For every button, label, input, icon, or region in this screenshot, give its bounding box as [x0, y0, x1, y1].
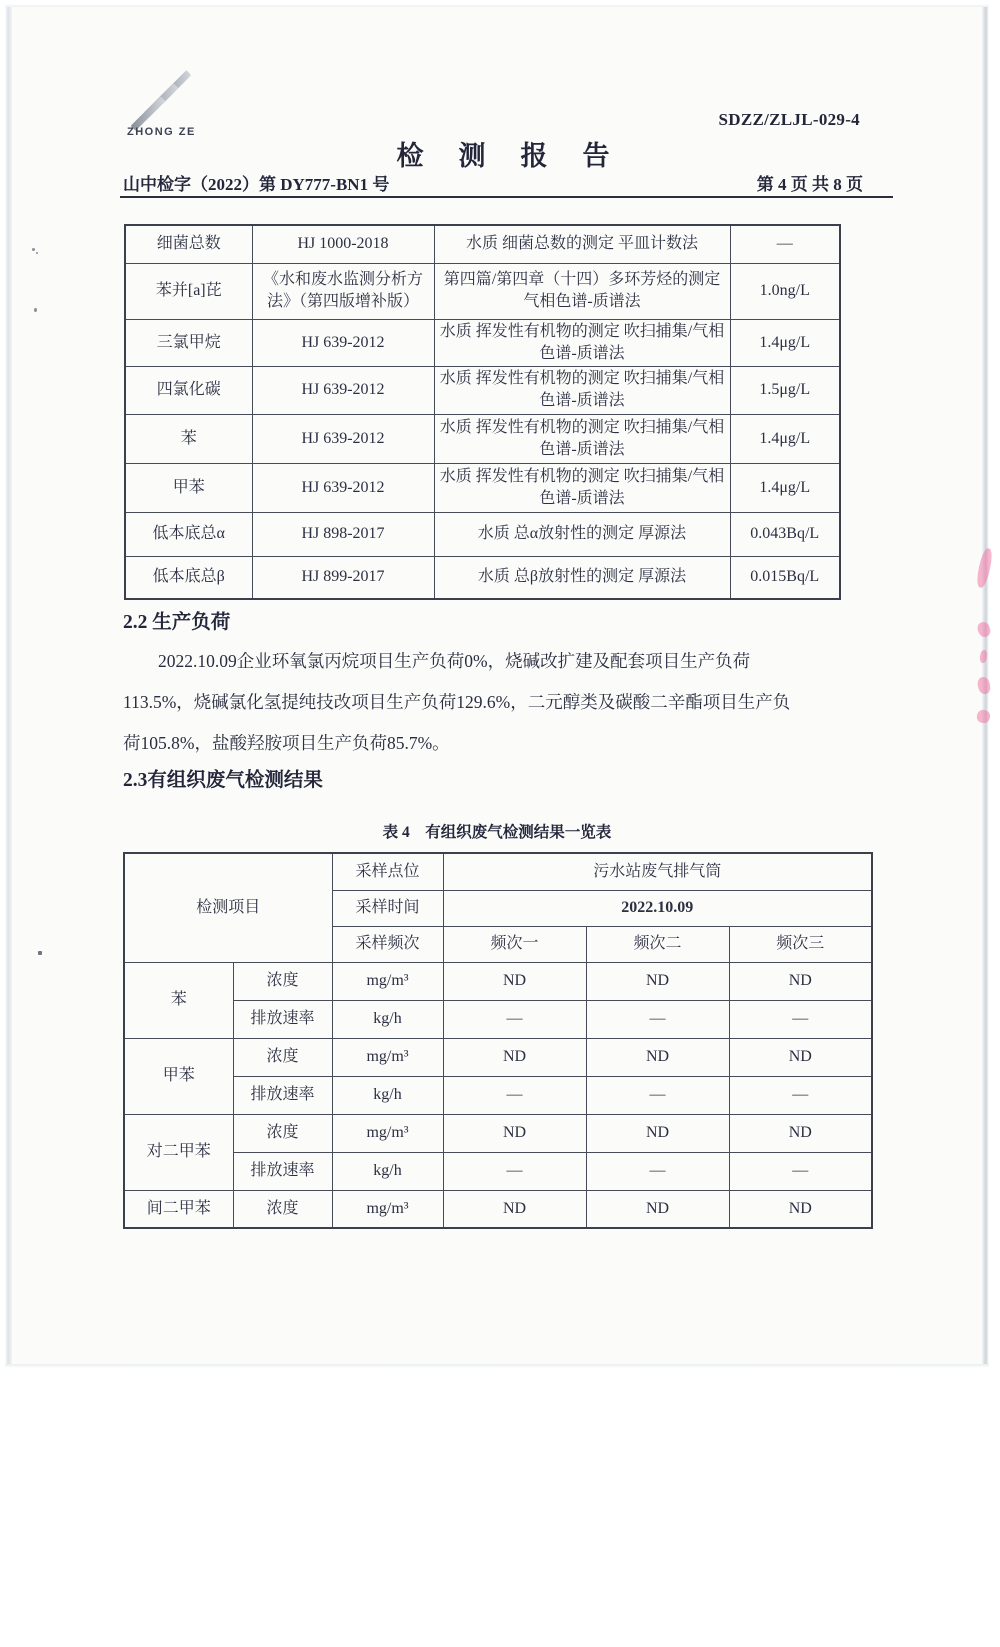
unit-cell: kg/h: [332, 1152, 443, 1190]
sampling-time-value: 2022.10.09: [443, 890, 872, 926]
value-cell: ND: [443, 962, 586, 1000]
value-cell: —: [729, 1076, 872, 1114]
value-cell: ND: [729, 1038, 872, 1076]
unit-cell: mg/m³: [332, 962, 443, 1000]
table-row: [124, 1038, 872, 1076]
production-load-paragraph: [123, 641, 901, 764]
report-meta-row: [123, 170, 893, 194]
item-cell: 三氯甲烷: [125, 319, 252, 366]
table-4-caption: 表 4 有组织废气检测结果一览表: [382, 824, 612, 841]
table-row: [124, 1152, 872, 1190]
scan-speck: [38, 951, 42, 955]
standard-cell: HJ 639-2012: [252, 463, 434, 512]
item-cell: 苯: [125, 414, 252, 463]
value-cell: —: [443, 1076, 586, 1114]
table-header-row: [124, 853, 872, 890]
section-heading-2-3: 2.3有组织废气检测结果: [123, 770, 323, 791]
page-title: 检 测 报 告: [396, 141, 614, 171]
scan-speck: [34, 308, 37, 312]
value-cell: 1.4μg/L: [730, 463, 840, 512]
pollutant-cell: 对二甲苯: [124, 1114, 233, 1190]
sampling-time-label: 采样时间: [332, 890, 443, 926]
unit-cell: mg/m³: [332, 1190, 443, 1228]
table-row: [125, 556, 840, 599]
table-row: [125, 366, 840, 414]
value-cell: ND: [729, 962, 872, 1000]
table-row: [125, 463, 840, 512]
document-code: SDZZ/ZLJL-029-4: [718, 110, 860, 129]
paragraph-line: 荷105.8%，盐酸羟胺项目生产负荷85.7%。: [123, 733, 450, 753]
table-row: [124, 1000, 872, 1038]
item-cell: 甲苯: [125, 463, 252, 512]
value-cell: ND: [443, 1114, 586, 1152]
method-cell: 水质 总α放射性的测定 厚源法: [434, 512, 730, 556]
item-cell: 低本底总β: [125, 556, 252, 599]
item-cell: 细菌总数: [125, 225, 252, 263]
unit-cell: kg/h: [332, 1076, 443, 1114]
method-cell: 水质 挥发性有机物的测定 吹扫捕集/气相色谱-质谱法: [434, 319, 730, 366]
value-cell: ND: [443, 1038, 586, 1076]
logo-wordmark: ZHONG ZE: [127, 126, 196, 138]
standard-cell: HJ 639-2012: [252, 414, 434, 463]
item-cell: 低本底总α: [125, 512, 252, 556]
value-cell: ND: [586, 1038, 729, 1076]
table-row: [125, 414, 840, 463]
table-row: [124, 962, 872, 1000]
value-cell: —: [729, 1152, 872, 1190]
param-cell: 浓度: [233, 1190, 332, 1228]
table-row: [125, 319, 840, 366]
method-cell: 水质 总β放射性的测定 厚源法: [434, 556, 730, 599]
freq-col-header: 频次三: [729, 926, 872, 962]
value-cell: 1.5μg/L: [730, 366, 840, 414]
sampling-freq-label: 采样频次: [332, 926, 443, 962]
value-cell: —: [729, 1000, 872, 1038]
standard-cell: HJ 639-2012: [252, 366, 434, 414]
value-cell: —: [443, 1000, 586, 1038]
value-cell: —: [730, 225, 840, 263]
value-cell: —: [586, 1076, 729, 1114]
scan-speck: [32, 248, 35, 251]
table-row: [124, 1114, 872, 1152]
analysis-methods-table: [124, 224, 841, 600]
param-cell: 排放速率: [233, 1000, 332, 1038]
value-cell: 0.043Bq/L: [730, 512, 840, 556]
value-cell: ND: [586, 962, 729, 1000]
value-cell: —: [586, 1152, 729, 1190]
value-cell: 1.4μg/L: [730, 414, 840, 463]
pollutant-cell: 甲苯: [124, 1038, 233, 1114]
scan-speck: [36, 252, 38, 254]
value-cell: 1.4μg/L: [730, 319, 840, 366]
table-row: [125, 225, 840, 263]
param-cell: 浓度: [233, 1038, 332, 1076]
section-heading-2-2: 2.2 生产负荷: [123, 612, 231, 633]
value-cell: 1.0ng/L: [730, 263, 840, 319]
sampling-point-value: 污水站废气排气筒: [443, 853, 872, 890]
emission-results-table: [123, 852, 873, 1229]
zhongze-logo: [127, 74, 217, 140]
param-cell: 排放速率: [233, 1152, 332, 1190]
item-cell: 苯并[a]芘: [125, 263, 252, 319]
pollutant-cell: 苯: [124, 962, 233, 1038]
header-divider: [120, 196, 893, 198]
table-row: [125, 512, 840, 556]
value-cell: ND: [443, 1190, 586, 1228]
param-cell: 浓度: [233, 962, 332, 1000]
pollutant-cell: 间二甲苯: [124, 1190, 233, 1228]
report-number: 山中检字（2022）第 DY777-BN1 号: [123, 175, 390, 194]
value-cell: —: [586, 1000, 729, 1038]
paragraph-line: 2022.10.09企业环氧氯丙烷项目生产负荷0%，烧碱改扩建及配套项目生产负荷: [158, 651, 751, 671]
value-cell: ND: [729, 1114, 872, 1152]
standard-cell: HJ 898-2017: [252, 512, 434, 556]
value-cell: ND: [586, 1114, 729, 1152]
freq-col-header: 频次一: [443, 926, 586, 962]
page-number-info: 第 4 页 共 8 页: [756, 175, 863, 194]
method-cell: 水质 细菌总数的测定 平皿计数法: [434, 225, 730, 263]
standard-cell: 《水和废水监测分析方法》（第四版增补版）: [252, 263, 434, 319]
table-row: [125, 263, 840, 319]
freq-col-header: 频次二: [586, 926, 729, 962]
value-cell: ND: [729, 1190, 872, 1228]
unit-cell: mg/m³: [332, 1038, 443, 1076]
standard-cell: HJ 1000-2018: [252, 225, 434, 263]
method-cell: 第四篇/第四章（十四）多环芳烃的测定 气相色谱-质谱法: [434, 263, 730, 319]
sampling-point-label: 采样点位: [332, 853, 443, 890]
unit-cell: mg/m³: [332, 1114, 443, 1152]
unit-cell: kg/h: [332, 1000, 443, 1038]
param-cell: 排放速率: [233, 1076, 332, 1114]
method-cell: 水质 挥发性有机物的测定 吹扫捕集/气相色谱-质谱法: [434, 463, 730, 512]
table-row: [124, 1076, 872, 1114]
item-header-cell: 检测项目: [124, 853, 332, 962]
method-cell: 水质 挥发性有机物的测定 吹扫捕集/气相色谱-质谱法: [434, 414, 730, 463]
standard-cell: HJ 899-2017: [252, 556, 434, 599]
item-cell: 四氯化碳: [125, 366, 252, 414]
paragraph-line: 113.5%，烧碱氯化氢提纯技改项目生产负荷129.6%，二元醇类及碳酸二辛酯项目生产负: [123, 692, 791, 712]
method-cell: 水质 挥发性有机物的测定 吹扫捕集/气相色谱-质谱法: [434, 366, 730, 414]
standard-cell: HJ 639-2012: [252, 319, 434, 366]
param-cell: 浓度: [233, 1114, 332, 1152]
value-cell: —: [443, 1152, 586, 1190]
value-cell: ND: [586, 1190, 729, 1228]
value-cell: 0.015Bq/L: [730, 556, 840, 599]
table-row: [124, 1190, 872, 1228]
